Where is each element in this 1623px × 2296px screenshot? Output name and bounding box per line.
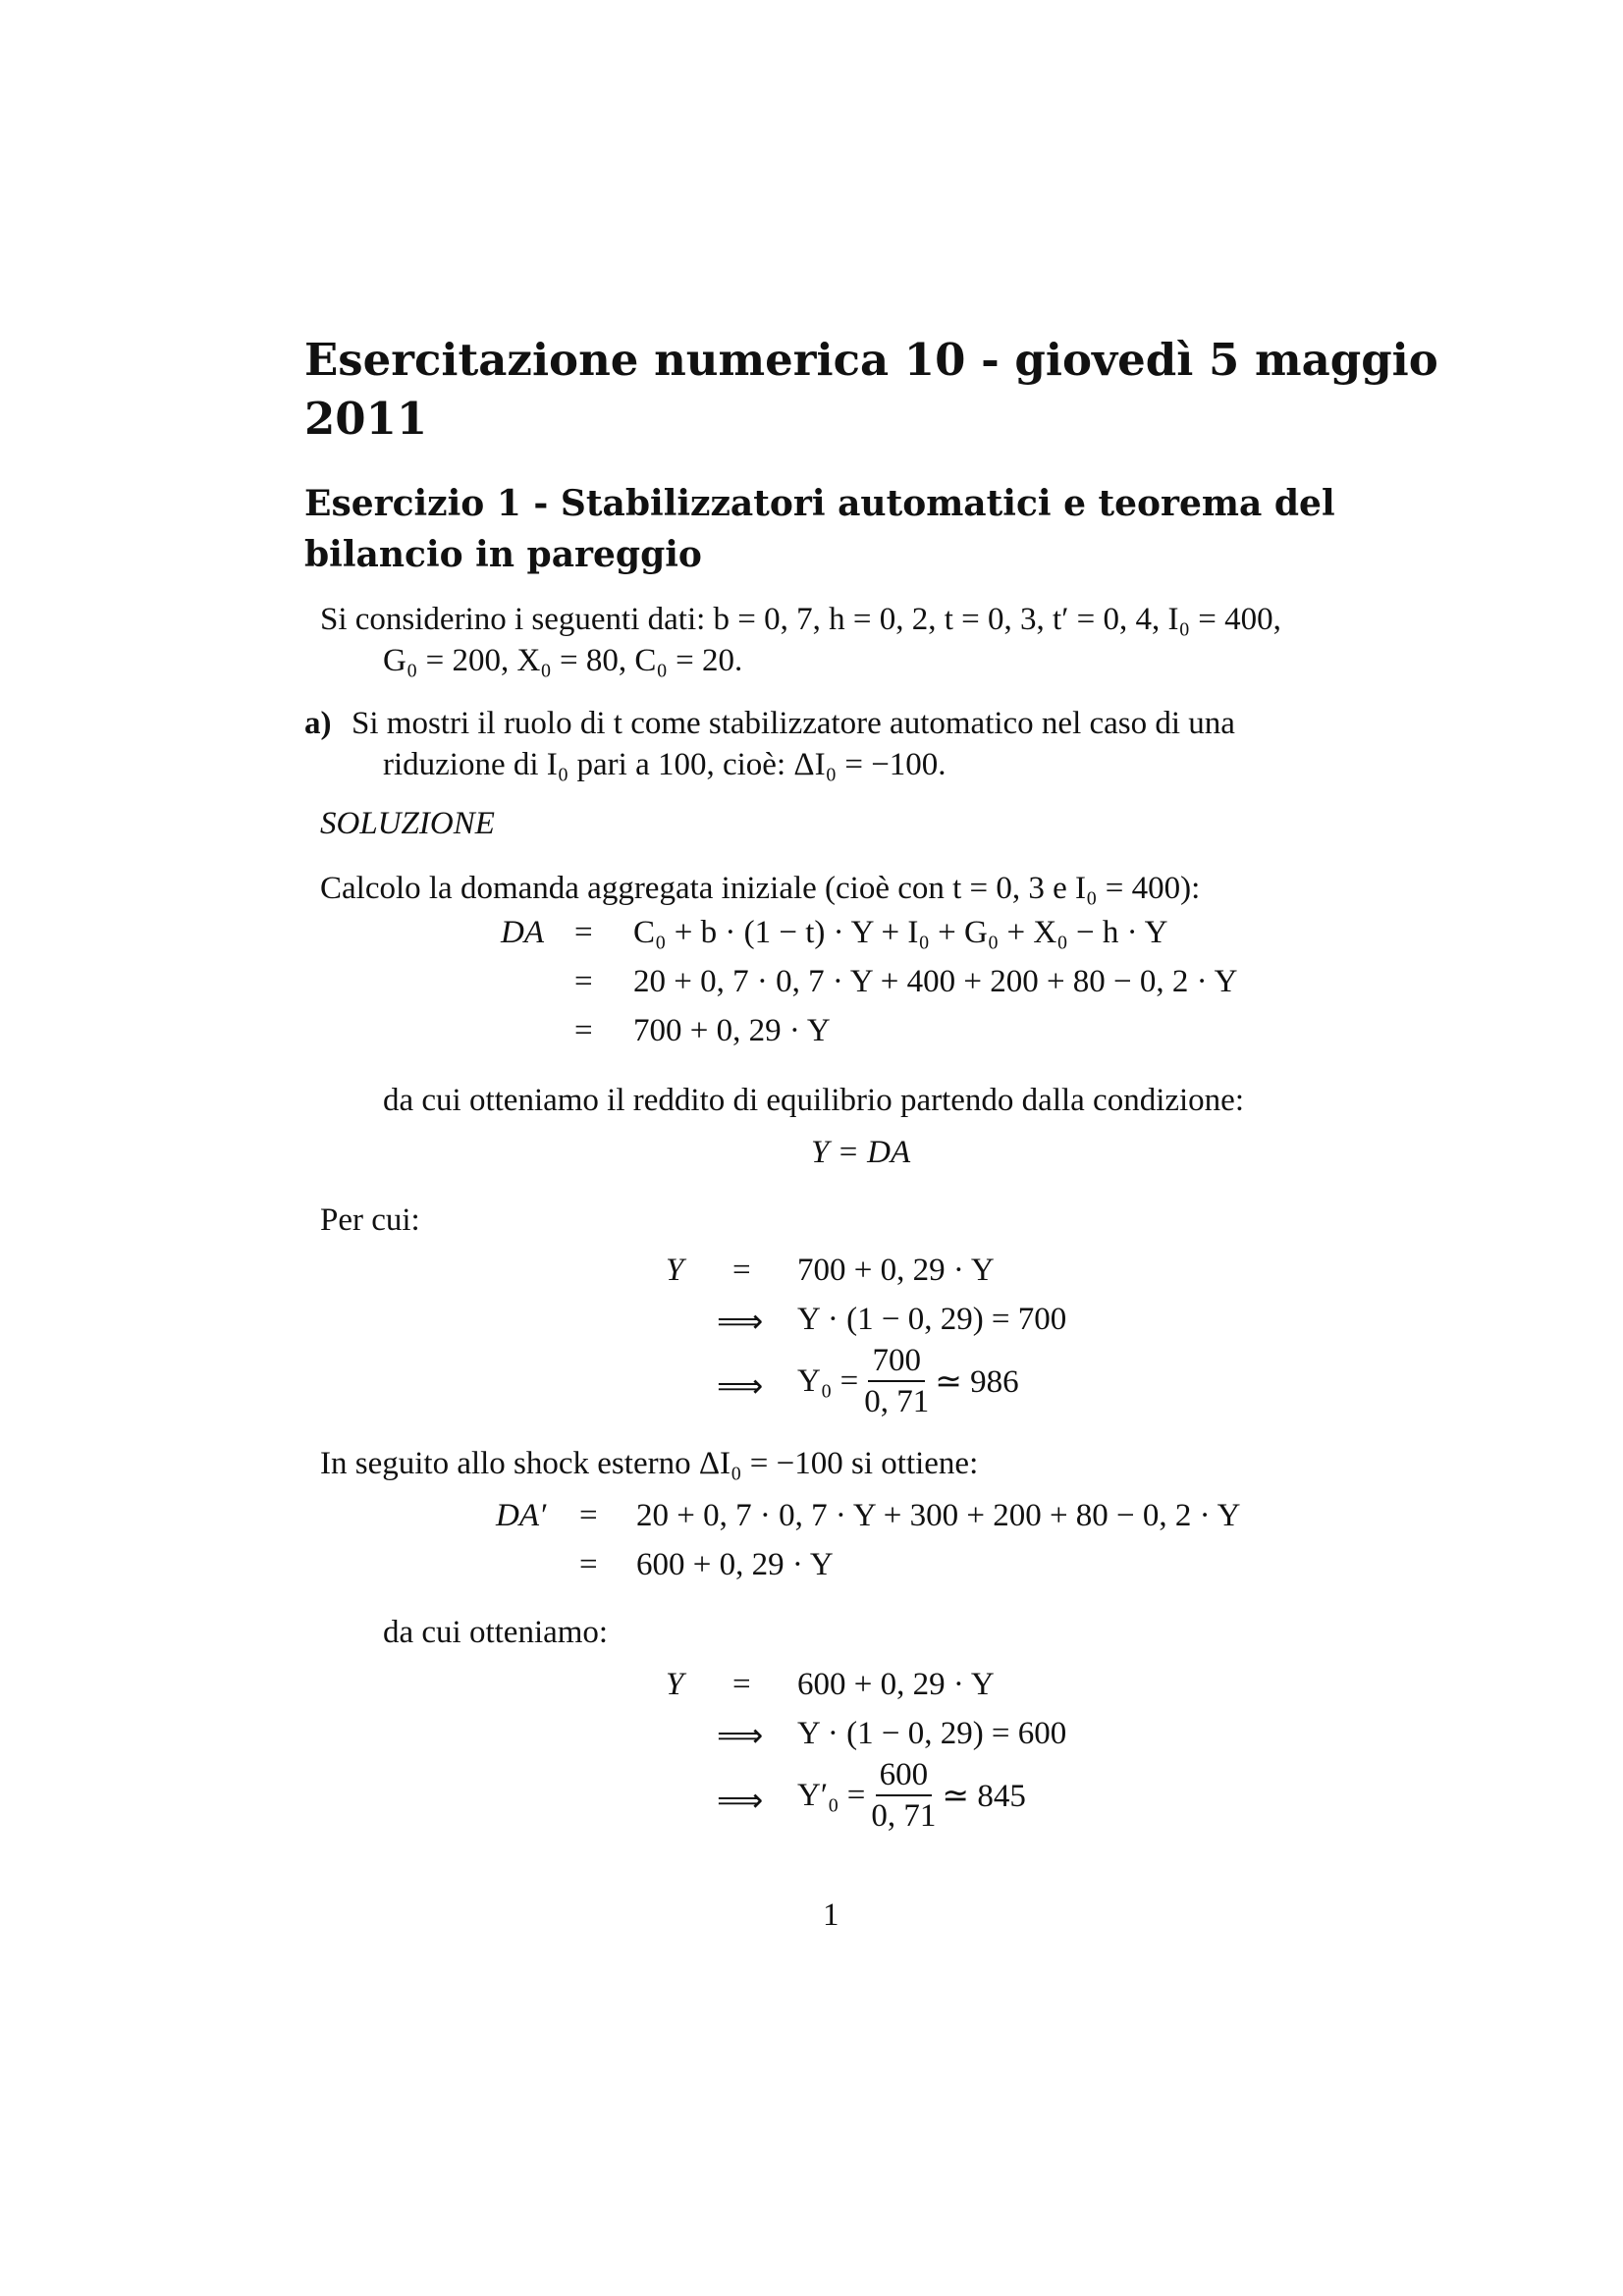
page-title: Esercitazione numerica 10 - giovedì 5 maggio (304, 334, 1438, 386)
eq-da-row-2: 20 + 0, 7 · 0, 7 · Y + 400 + 200 + 80 − 0, 2 · Y (633, 964, 1238, 999)
eq-y1-row-3 (797, 1343, 1019, 1419)
eq-y1-fraction (864, 1343, 929, 1419)
eq-y1-numerator: 700 (868, 1343, 925, 1382)
eq-da-row-3: 700 + 0, 29 · Y (633, 1013, 831, 1048)
equilibrium-text: da cui otteniamo il reddito di equilibrio partendo dalla condizione: (383, 1083, 1244, 1118)
eq-y1-rel-3: ⟹ (717, 1369, 764, 1405)
eq-y1-row-2: Y · (1 − 0, 29) = 700 (797, 1302, 1067, 1337)
eq-da-row-1: C₀ + b · (1 − t) · Y + I₀ + G₀ + X₀ − h · Y (633, 915, 1168, 950)
part-a-label: a) (304, 706, 332, 741)
eq-y2-rel-2: ⟹ (717, 1719, 764, 1754)
given-data-continued: G₀ = 200, X₀ = 80, C₀ = 20. (383, 643, 743, 678)
eq-y1-rel-1: = (732, 1253, 751, 1288)
eq-y2-row-2: Y · (1 − 0, 29) = 600 (797, 1716, 1067, 1751)
per-cui-text: Per cui: (320, 1202, 420, 1238)
eq-y2-denominator: 0, 71 (871, 1798, 937, 1834)
eq-da-rel-1: = (574, 915, 593, 950)
calc-intro: Calcolo la domanda aggregata iniziale (cioè con t = 0, 3 e I₀ = 400): (320, 871, 1201, 906)
eq-y1-result: ≃ 986 (935, 1364, 1019, 1400)
eq-y1-prefix: Y₀ = (797, 1362, 859, 1399)
equilibrium-condition: Y = DA (811, 1135, 911, 1170)
eq-y2-lhs: Y (666, 1667, 684, 1702)
part-a-question-continued: riduzione di I₀ pari a 100, cioè: ΔI₀ = −100. (383, 747, 947, 782)
exercise-title-continued: bilancio in pareggio (304, 534, 702, 575)
eq-y2-rel-3: ⟹ (717, 1784, 764, 1819)
eq-y2-rel-1: = (732, 1667, 751, 1702)
given-data: Si considerino i seguenti dati: b = 0, 7, h = 0, 2, t = 0, 3, t′ = 0, 4, I₀ = 400, (320, 602, 1281, 637)
eq-da-prime-row-2: 600 + 0, 29 · Y (636, 1547, 834, 1582)
eq-y1-row-1: 700 + 0, 29 · Y (797, 1253, 995, 1288)
obtain-text: da cui otteniamo: (383, 1615, 609, 1650)
eq-da-prime-row-1: 20 + 0, 7 · 0, 7 · Y + 300 + 200 + 80 − 0, 2 · Y (636, 1498, 1241, 1533)
eq-da-prime-rel-2: = (579, 1547, 598, 1582)
eq-da-prime-lhs: DA′ (496, 1498, 547, 1533)
solution-label: SOLUZIONE (320, 806, 495, 841)
eq-y2-prefix: Y′₀ = (797, 1777, 866, 1813)
eq-y2-fraction (871, 1757, 936, 1834)
eq-y1-rel-2: ⟹ (717, 1305, 764, 1340)
eq-da-rel-2: = (574, 964, 593, 999)
page-title-continued: 2011 (304, 393, 428, 445)
exercise-title: Esercizio 1 - Stabilizzatori automatici e teorema del (304, 483, 1335, 524)
shock-text: In seguito allo shock esterno ΔI₀ = −100 si ottiene: (320, 1446, 979, 1481)
eq-da-prime-rel-1: = (579, 1498, 598, 1533)
eq-da-rel-3: = (574, 1013, 593, 1048)
eq-y1-denominator: 0, 71 (864, 1384, 930, 1419)
eq-y2-result: ≃ 845 (942, 1779, 1026, 1814)
eq-da-lhs: DA (501, 915, 544, 950)
part-a-question: Si mostri il ruolo di t come stabilizzatore automatico nel caso di una (352, 706, 1235, 741)
page-number: 1 (823, 1897, 839, 1933)
eq-y2-row-3 (797, 1757, 1026, 1834)
eq-y1-lhs: Y (666, 1253, 684, 1288)
eq-y2-row-1: 600 + 0, 29 · Y (797, 1667, 995, 1702)
eq-y2-numerator: 600 (876, 1757, 933, 1796)
